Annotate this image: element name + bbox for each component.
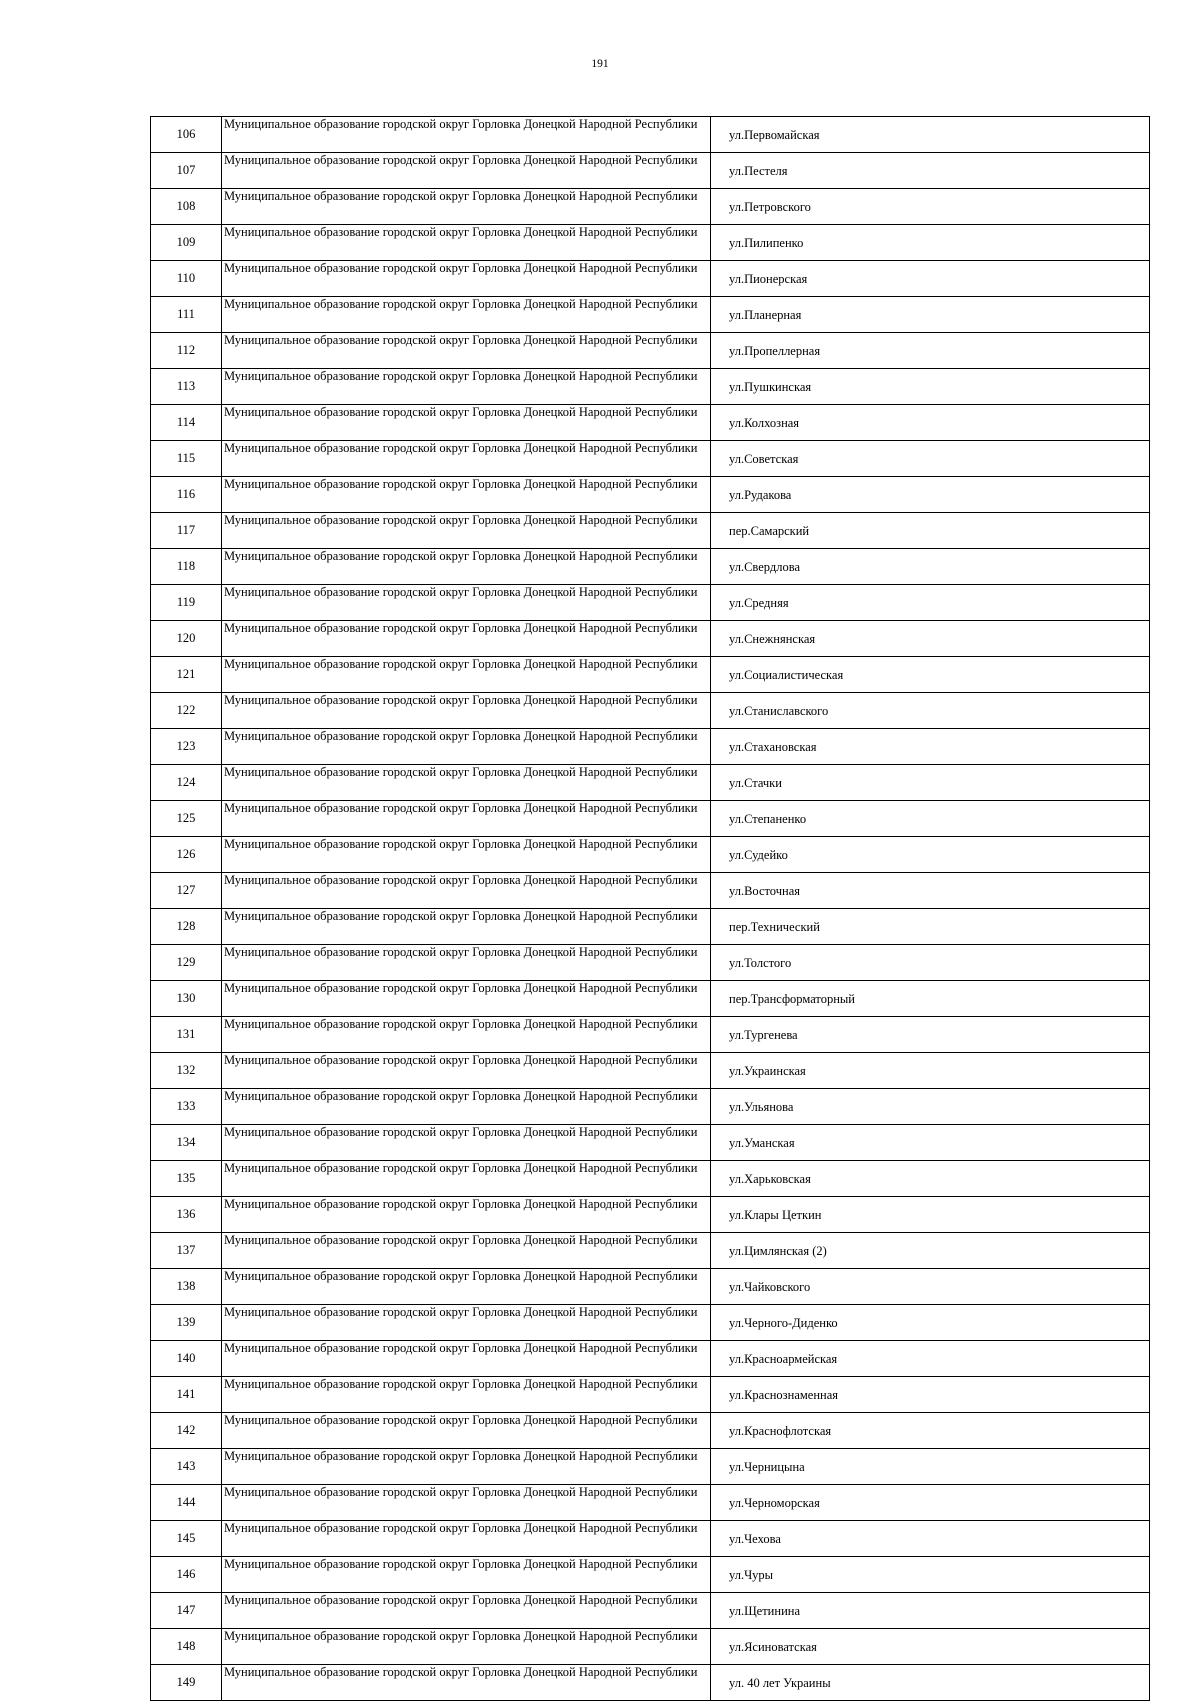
row-number-cell: 122: [151, 693, 222, 729]
street-cell: ул.Клары Цеткин: [711, 1197, 1150, 1233]
row-number-cell: 124: [151, 765, 222, 801]
table-row: [151, 657, 1150, 693]
table-row: [151, 405, 1150, 441]
table-row: [151, 1593, 1150, 1629]
table-row: [151, 1485, 1150, 1521]
page-number: 191: [591, 58, 609, 70]
municipality-cell: Муниципальное образование городской округ Горловка Донецкой Народной Республики: [222, 1377, 711, 1413]
row-number-cell: 113: [151, 369, 222, 405]
row-number-cell: 112: [151, 333, 222, 369]
table-row: [151, 1269, 1150, 1305]
municipality-cell: Муниципальное образование городской округ Горловка Донецкой Народной Республики: [222, 1413, 711, 1449]
street-cell: ул.Планерная: [711, 297, 1150, 333]
municipality-cell: Муниципальное образование городской округ Горловка Донецкой Народной Республики: [222, 1233, 711, 1269]
street-cell: ул.Ясиноватская: [711, 1629, 1150, 1665]
municipality-cell: Муниципальное образование городской округ Горловка Донецкой Народной Республики: [222, 441, 711, 477]
table-row: [151, 585, 1150, 621]
municipality-cell: Муниципальное образование городской округ Горловка Донецкой Народной Республики: [222, 1665, 711, 1701]
street-cell: ул.Черноморская: [711, 1485, 1150, 1521]
table-row: [151, 261, 1150, 297]
street-cell: ул.Степаненко: [711, 801, 1150, 837]
table-row: [151, 1665, 1150, 1701]
municipality-cell: Муниципальное образование городской округ Горловка Донецкой Народной Республики: [222, 1485, 711, 1521]
street-cell: ул.Колхозная: [711, 405, 1150, 441]
municipality-cell: Муниципальное образование городской округ Горловка Донецкой Народной Республики: [222, 1053, 711, 1089]
street-cell: ул.Толстого: [711, 945, 1150, 981]
table-row: [151, 945, 1150, 981]
row-number-cell: 141: [151, 1377, 222, 1413]
street-cell: ул.Ульянова: [711, 1089, 1150, 1125]
streets-table: [150, 116, 1150, 1701]
table-row: [151, 693, 1150, 729]
municipality-cell: Муниципальное образование городской округ Горловка Донецкой Народной Республики: [222, 873, 711, 909]
table-row: [151, 801, 1150, 837]
row-number-cell: 111: [151, 297, 222, 333]
street-cell: ул.Станиславского: [711, 693, 1150, 729]
municipality-cell: Муниципальное образование городской округ Горловка Донецкой Народной Республики: [222, 1089, 711, 1125]
street-cell: ул.Восточная: [711, 873, 1150, 909]
table-row: [151, 333, 1150, 369]
row-number-cell: 106: [151, 117, 222, 153]
street-cell: ул.Красноармейская: [711, 1341, 1150, 1377]
row-number-cell: 147: [151, 1593, 222, 1629]
table-row: [151, 1017, 1150, 1053]
street-cell: ул.Советская: [711, 441, 1150, 477]
street-cell: ул.Щетинина: [711, 1593, 1150, 1629]
table-row: [151, 981, 1150, 1017]
row-number-cell: 115: [151, 441, 222, 477]
street-cell: ул. 40 лет Украины: [711, 1665, 1150, 1701]
row-number-cell: 120: [151, 621, 222, 657]
table-row: [151, 1413, 1150, 1449]
row-number-cell: 125: [151, 801, 222, 837]
row-number-cell: 134: [151, 1125, 222, 1161]
table-row: [151, 441, 1150, 477]
street-cell: ул.Черного-Диденко: [711, 1305, 1150, 1341]
municipality-cell: Муниципальное образование городской округ Горловка Донецкой Народной Республики: [222, 477, 711, 513]
row-number-cell: 123: [151, 729, 222, 765]
municipality-cell: Муниципальное образование городской округ Горловка Донецкой Народной Республики: [222, 369, 711, 405]
row-number-cell: 132: [151, 1053, 222, 1089]
street-cell: ул.Чехова: [711, 1521, 1150, 1557]
row-number-cell: 116: [151, 477, 222, 513]
row-number-cell: 118: [151, 549, 222, 585]
row-number-cell: 129: [151, 945, 222, 981]
municipality-cell: Муниципальное образование городской округ Горловка Донецкой Народной Республики: [222, 945, 711, 981]
table-row: [151, 1629, 1150, 1665]
municipality-cell: Муниципальное образование городской округ Горловка Донецкой Народной Республики: [222, 1125, 711, 1161]
table-row: [151, 873, 1150, 909]
municipality-cell: Муниципальное образование городской округ Горловка Донецкой Народной Республики: [222, 1341, 711, 1377]
table-row: [151, 153, 1150, 189]
table-row: [151, 1377, 1150, 1413]
municipality-cell: Муниципальное образование городской округ Горловка Донецкой Народной Республики: [222, 1449, 711, 1485]
street-cell: ул.Снежнянская: [711, 621, 1150, 657]
street-cell: пер.Технический: [711, 909, 1150, 945]
row-number-cell: 143: [151, 1449, 222, 1485]
street-cell: пер.Трансформаторный: [711, 981, 1150, 1017]
street-cell: ул.Цимлянская (2): [711, 1233, 1150, 1269]
street-cell: пер.Самарский: [711, 513, 1150, 549]
municipality-cell: Муниципальное образование городской округ Горловка Донецкой Народной Республики: [222, 909, 711, 945]
row-number-cell: 140: [151, 1341, 222, 1377]
row-number-cell: 114: [151, 405, 222, 441]
municipality-cell: Муниципальное образование городской округ Горловка Донецкой Народной Республики: [222, 1197, 711, 1233]
table-row: [151, 369, 1150, 405]
row-number-cell: 139: [151, 1305, 222, 1341]
municipality-cell: Муниципальное образование городской округ Горловка Донецкой Народной Республики: [222, 225, 711, 261]
row-number-cell: 126: [151, 837, 222, 873]
municipality-cell: Муниципальное образование городской округ Горловка Донецкой Народной Республики: [222, 729, 711, 765]
municipality-cell: Муниципальное образование городской округ Горловка Донецкой Народной Республики: [222, 117, 711, 153]
street-cell: ул.Украинская: [711, 1053, 1150, 1089]
row-number-cell: 148: [151, 1629, 222, 1665]
table-row: [151, 225, 1150, 261]
street-cell: ул.Пилипенко: [711, 225, 1150, 261]
municipality-cell: Муниципальное образование городской округ Горловка Донецкой Народной Республики: [222, 981, 711, 1017]
row-number-cell: 135: [151, 1161, 222, 1197]
municipality-cell: Муниципальное образование городской округ Горловка Донецкой Народной Республики: [222, 1521, 711, 1557]
table-row: [151, 909, 1150, 945]
row-number-cell: 142: [151, 1413, 222, 1449]
row-number-cell: 117: [151, 513, 222, 549]
table-row: [151, 621, 1150, 657]
table-row: [151, 1521, 1150, 1557]
row-number-cell: 107: [151, 153, 222, 189]
street-cell: ул.Чуры: [711, 1557, 1150, 1593]
street-cell: ул.Краснофлотская: [711, 1413, 1150, 1449]
table-row: [151, 1053, 1150, 1089]
municipality-cell: Муниципальное образование городской округ Горловка Донецкой Народной Республики: [222, 1269, 711, 1305]
table-row: [151, 477, 1150, 513]
street-cell: ул.Пестеля: [711, 153, 1150, 189]
row-number-cell: 108: [151, 189, 222, 225]
street-cell: ул.Рудакова: [711, 477, 1150, 513]
table-row: [151, 1125, 1150, 1161]
table-row: [151, 1161, 1150, 1197]
municipality-cell: Муниципальное образование городской округ Горловка Донецкой Народной Республики: [222, 549, 711, 585]
street-cell: ул.Стачки: [711, 765, 1150, 801]
municipality-cell: Муниципальное образование городской округ Горловка Донецкой Народной Республики: [222, 801, 711, 837]
table-row: [151, 765, 1150, 801]
row-number-cell: 145: [151, 1521, 222, 1557]
municipality-cell: Муниципальное образование городской округ Горловка Донецкой Народной Республики: [222, 513, 711, 549]
row-number-cell: 137: [151, 1233, 222, 1269]
row-number-cell: 149: [151, 1665, 222, 1701]
table-row: [151, 1449, 1150, 1485]
municipality-cell: Муниципальное образование городской округ Горловка Донецкой Народной Республики: [222, 837, 711, 873]
row-number-cell: 121: [151, 657, 222, 693]
row-number-cell: 127: [151, 873, 222, 909]
table-row: [151, 117, 1150, 153]
municipality-cell: Муниципальное образование городской округ Горловка Донецкой Народной Республики: [222, 693, 711, 729]
municipality-cell: Муниципальное образование городской округ Горловка Донецкой Народной Республики: [222, 261, 711, 297]
table-row: [151, 1341, 1150, 1377]
street-cell: ул.Стахановская: [711, 729, 1150, 765]
street-cell: ул.Харьковская: [711, 1161, 1150, 1197]
municipality-cell: Муниципальное образование городской округ Горловка Донецкой Народной Республики: [222, 585, 711, 621]
row-number-cell: 130: [151, 981, 222, 1017]
row-number-cell: 138: [151, 1269, 222, 1305]
municipality-cell: Муниципальное образование городской округ Горловка Донецкой Народной Республики: [222, 1557, 711, 1593]
row-number-cell: 133: [151, 1089, 222, 1125]
municipality-cell: Муниципальное образование городской округ Горловка Донецкой Народной Республики: [222, 1305, 711, 1341]
table-row: [151, 1197, 1150, 1233]
street-cell: ул.Первомайская: [711, 117, 1150, 153]
street-cell: ул.Пионерская: [711, 261, 1150, 297]
street-cell: ул.Чайковского: [711, 1269, 1150, 1305]
row-number-cell: 131: [151, 1017, 222, 1053]
table-row: [151, 1089, 1150, 1125]
municipality-cell: Муниципальное образование городской округ Горловка Донецкой Народной Республики: [222, 621, 711, 657]
street-cell: ул.Тургенева: [711, 1017, 1150, 1053]
table-row: [151, 513, 1150, 549]
table-row: [151, 1557, 1150, 1593]
municipality-cell: Муниципальное образование городской округ Горловка Донецкой Народной Республики: [222, 405, 711, 441]
street-cell: ул.Черницына: [711, 1449, 1150, 1485]
row-number-cell: 119: [151, 585, 222, 621]
municipality-cell: Муниципальное образование городской округ Горловка Донецкой Народной Республики: [222, 765, 711, 801]
row-number-cell: 110: [151, 261, 222, 297]
municipality-cell: Муниципальное образование городской округ Горловка Донецкой Народной Республики: [222, 1593, 711, 1629]
street-cell: ул.Средняя: [711, 585, 1150, 621]
table-row: [151, 729, 1150, 765]
municipality-cell: Муниципальное образование городской округ Горловка Донецкой Народной Республики: [222, 333, 711, 369]
street-cell: ул.Краснознаменная: [711, 1377, 1150, 1413]
table-row: [151, 297, 1150, 333]
table-row: [151, 1305, 1150, 1341]
row-number-cell: 146: [151, 1557, 222, 1593]
municipality-cell: Муниципальное образование городской округ Горловка Донецкой Народной Республики: [222, 153, 711, 189]
street-cell: ул.Пушкинская: [711, 369, 1150, 405]
municipality-cell: Муниципальное образование городской округ Горловка Донецкой Народной Республики: [222, 1629, 711, 1665]
table-row: [151, 837, 1150, 873]
street-cell: ул.Уманская: [711, 1125, 1150, 1161]
street-cell: ул.Свердлова: [711, 549, 1150, 585]
street-cell: ул.Социалистическая: [711, 657, 1150, 693]
row-number-cell: 128: [151, 909, 222, 945]
municipality-cell: Муниципальное образование городской округ Горловка Донецкой Народной Республики: [222, 1161, 711, 1197]
table-body: [151, 117, 1150, 1701]
table-row: [151, 1233, 1150, 1269]
row-number-cell: 136: [151, 1197, 222, 1233]
street-cell: ул.Пропеллерная: [711, 333, 1150, 369]
table-row: [151, 189, 1150, 225]
street-cell: ул.Судейко: [711, 837, 1150, 873]
municipality-cell: Муниципальное образование городской округ Горловка Донецкой Народной Республики: [222, 1017, 711, 1053]
table-row: [151, 549, 1150, 585]
street-cell: ул.Петровского: [711, 189, 1150, 225]
municipality-cell: Муниципальное образование городской округ Горловка Донецкой Народной Республики: [222, 189, 711, 225]
row-number-cell: 144: [151, 1485, 222, 1521]
municipality-cell: Муниципальное образование городской округ Горловка Донецкой Народной Республики: [222, 297, 711, 333]
municipality-cell: Муниципальное образование городской округ Горловка Донецкой Народной Республики: [222, 657, 711, 693]
row-number-cell: 109: [151, 225, 222, 261]
